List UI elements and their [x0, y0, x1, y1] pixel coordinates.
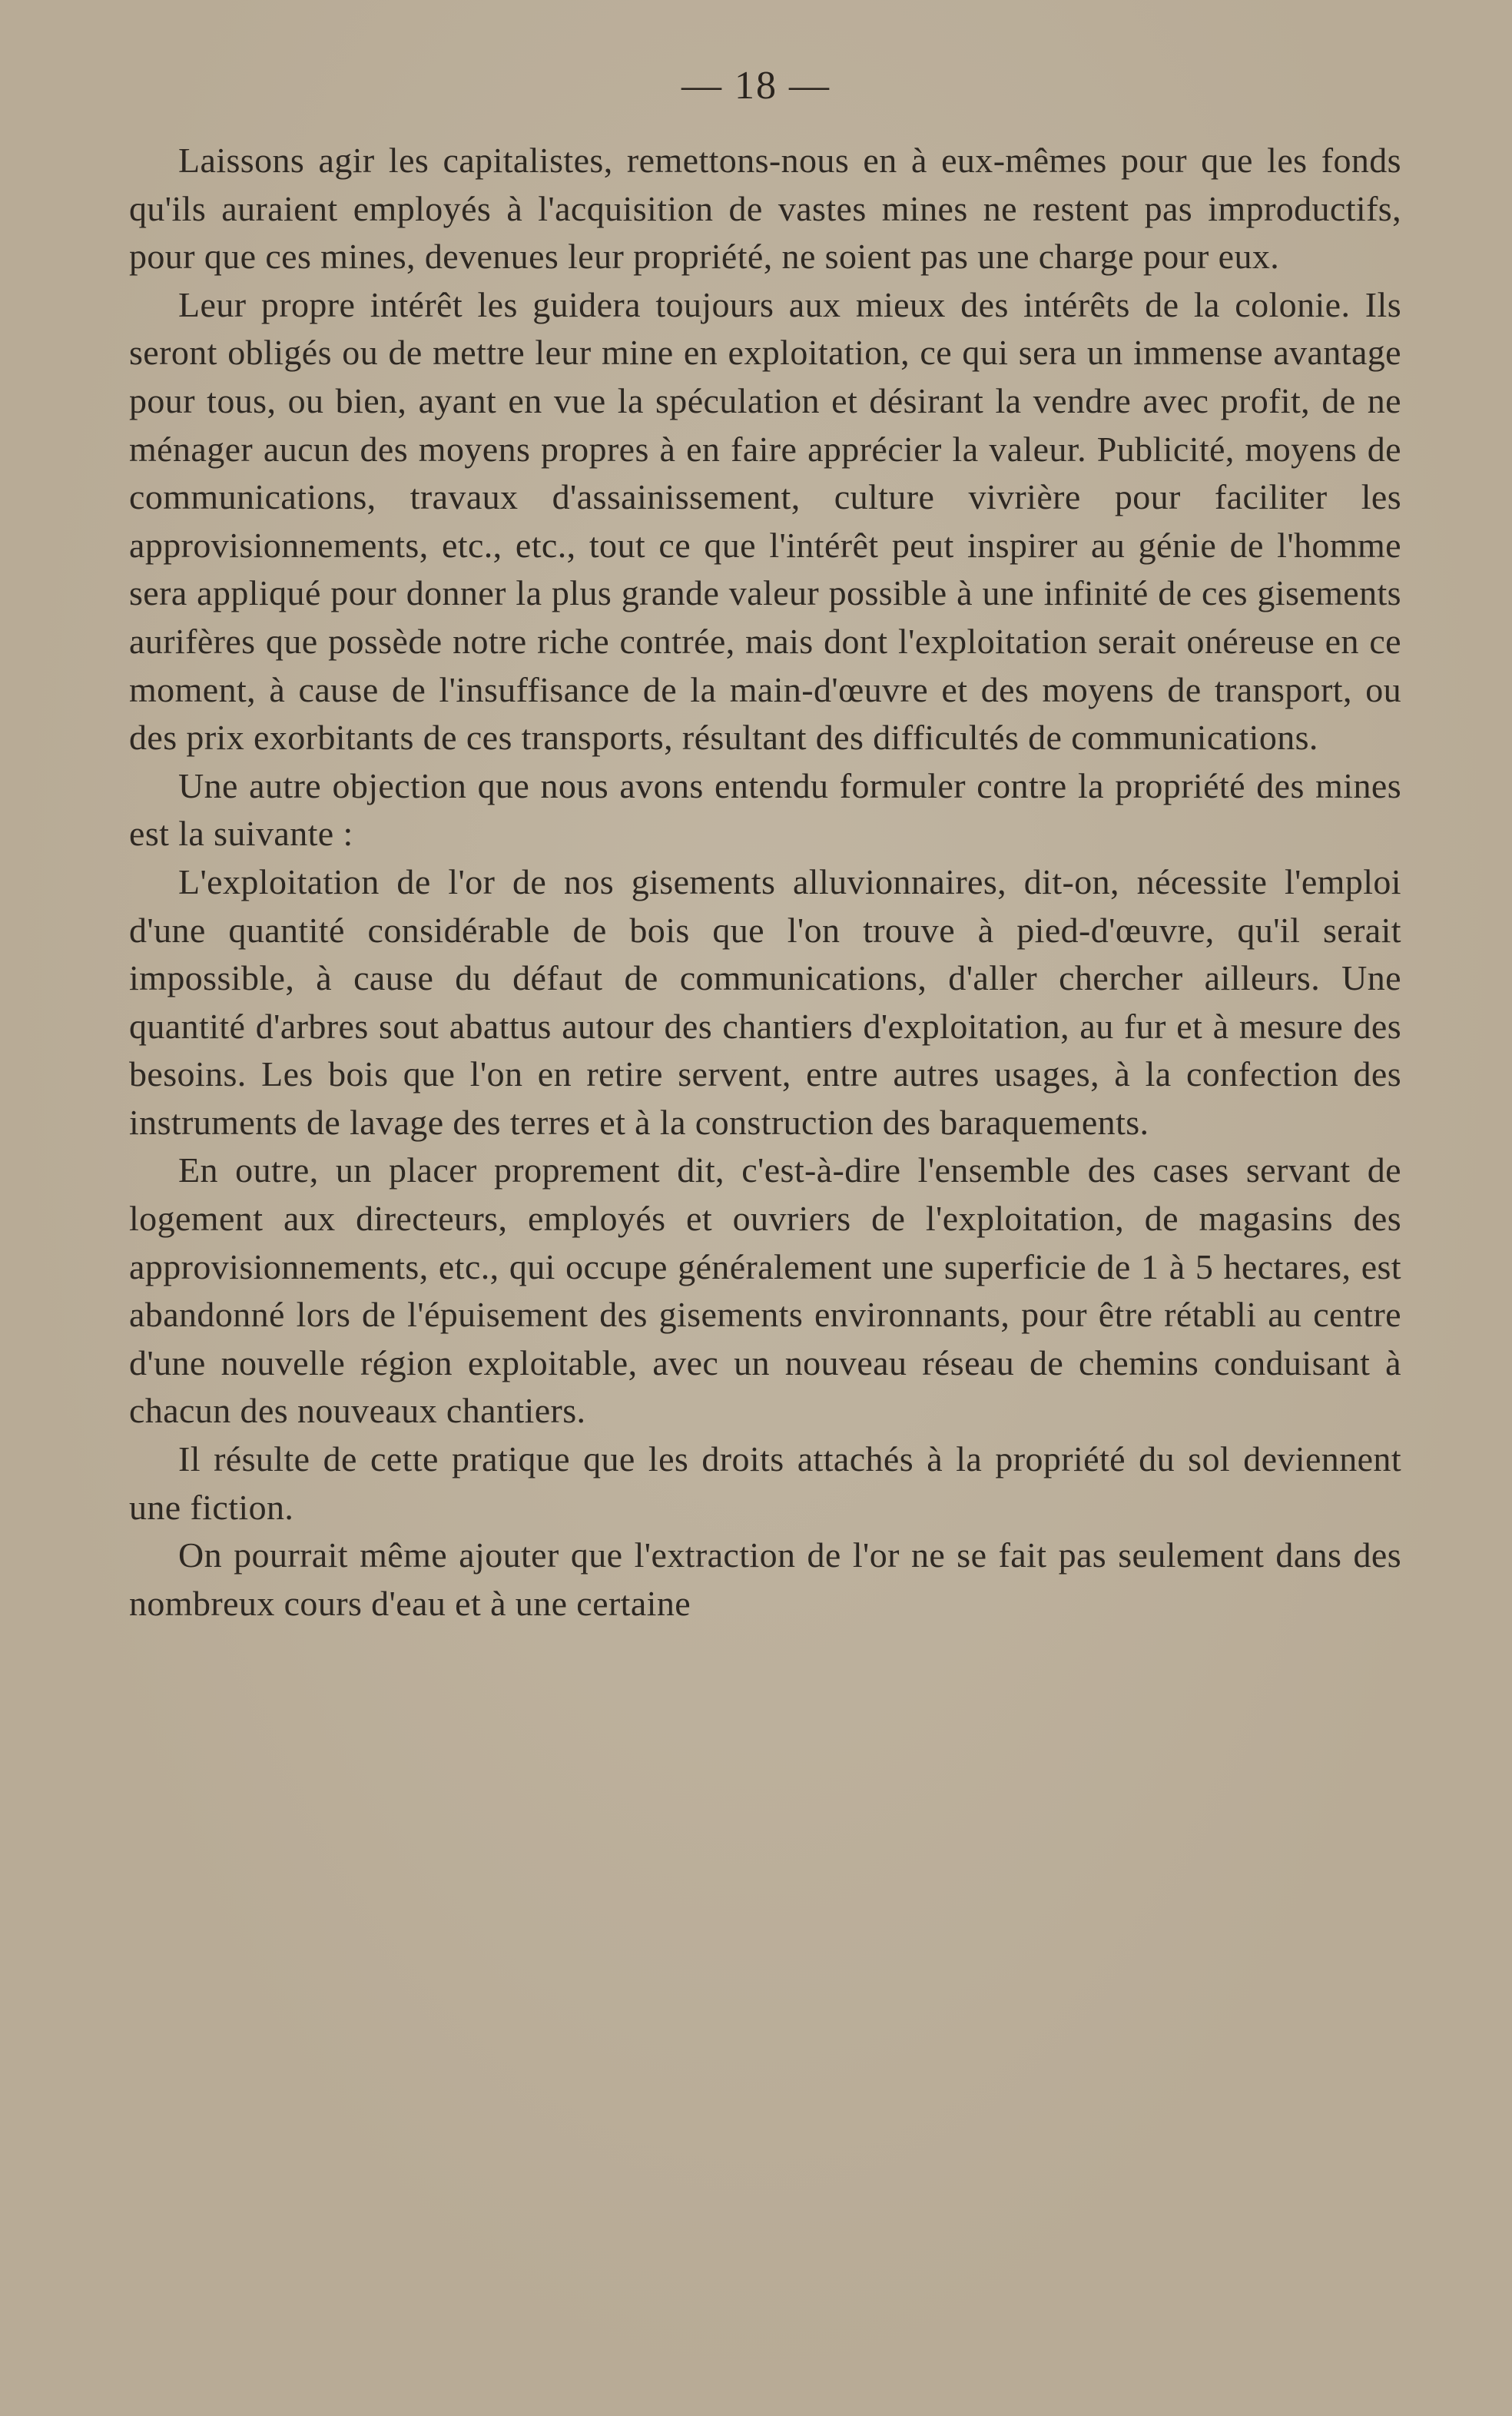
page-number: — 18 —: [681, 64, 831, 108]
paragraph: Il résulte de cette pratique que les droits attachés à la propriété du sol deviennent une fiction.: [129, 1439, 1401, 1527]
paragraph: Une autre objection que nous avons entendu formuler contre la propriété des mines est la suivante :: [129, 765, 1401, 854]
paragraph: Laissons agir les capitalistes, remettons-nous en à eux-mêmes pour que les fonds qu'ils auraient employés à l'acquisition de vastes mines ne restent pas improductifs, pour que ces mines, devenues leur propriété, ne soient pas une charge pour eux.: [129, 141, 1401, 277]
paragraph: On pourrait même ajouter que l'extraction de l'or ne se fait pas seulement dans des nombreux cours d'eau et à une certaine: [129, 1535, 1401, 1623]
paragraph: Leur propre intérêt les guidera toujours aux mieux des intérêts de la colonie. Ils seront obligés ou de mettre leur mine en exploitation, ce qui sera un immense avantage pour tous, ou bien, ayant en vue la spéculation et désirant la vendre avec profit, de ne ménager aucun des moyens propres à en faire apprécier la valeur. Publicité, moyens de communications, travaux d'assainissement, culture vivrière pour faciliter les approvisionnements, etc., etc., tout ce que l'intérêt peut inspirer au génie de l'homme sera appliqué pour donner la plus grande valeur possible à une infinité de ces gisements aurifères que possède notre riche contrée, mais dont l'exploitation serait onéreuse en ce moment, à cause de l'insuffisance de la main-d'œuvre et des moyens de transport, ou des prix exorbitants de ces transports, résultant des difficultés de communications.: [129, 284, 1401, 758]
paragraph: En outre, un placer proprement dit, c'est-à-dire l'ensemble des cases servant de logement aux directeurs, employés et ouvriers de l'exploitation, de magasins des approvisionnements, etc., qui occupe généralement une superficie de 1 à 5 hectares, est abandonné lors de l'épuisement des gisements environnants, pour être rétabli au centre d'une nouvelle région exploitable, avec un nouveau réseau de chemins conduisant à chacun des nouveaux chantiers.: [129, 1150, 1401, 1431]
body-text: [129, 137, 1401, 1628]
paragraph: L'exploitation de l'or de nos gisements alluvionnaires, dit-on, nécessite l'emploi d'une quantité considérable de bois que l'on trouve à pied-d'œuvre, qu'il serait impossible, à cause du défaut de communications, d'aller chercher ailleurs. Une quantité d'arbres sout abattus autour des chantiers d'exploitation, au fur et à mesure des besoins. Les bois que l'on en retire servent, entre autres usages, à la confection des instruments de lavage des terres et à la construction des baraquements.: [129, 861, 1401, 1142]
